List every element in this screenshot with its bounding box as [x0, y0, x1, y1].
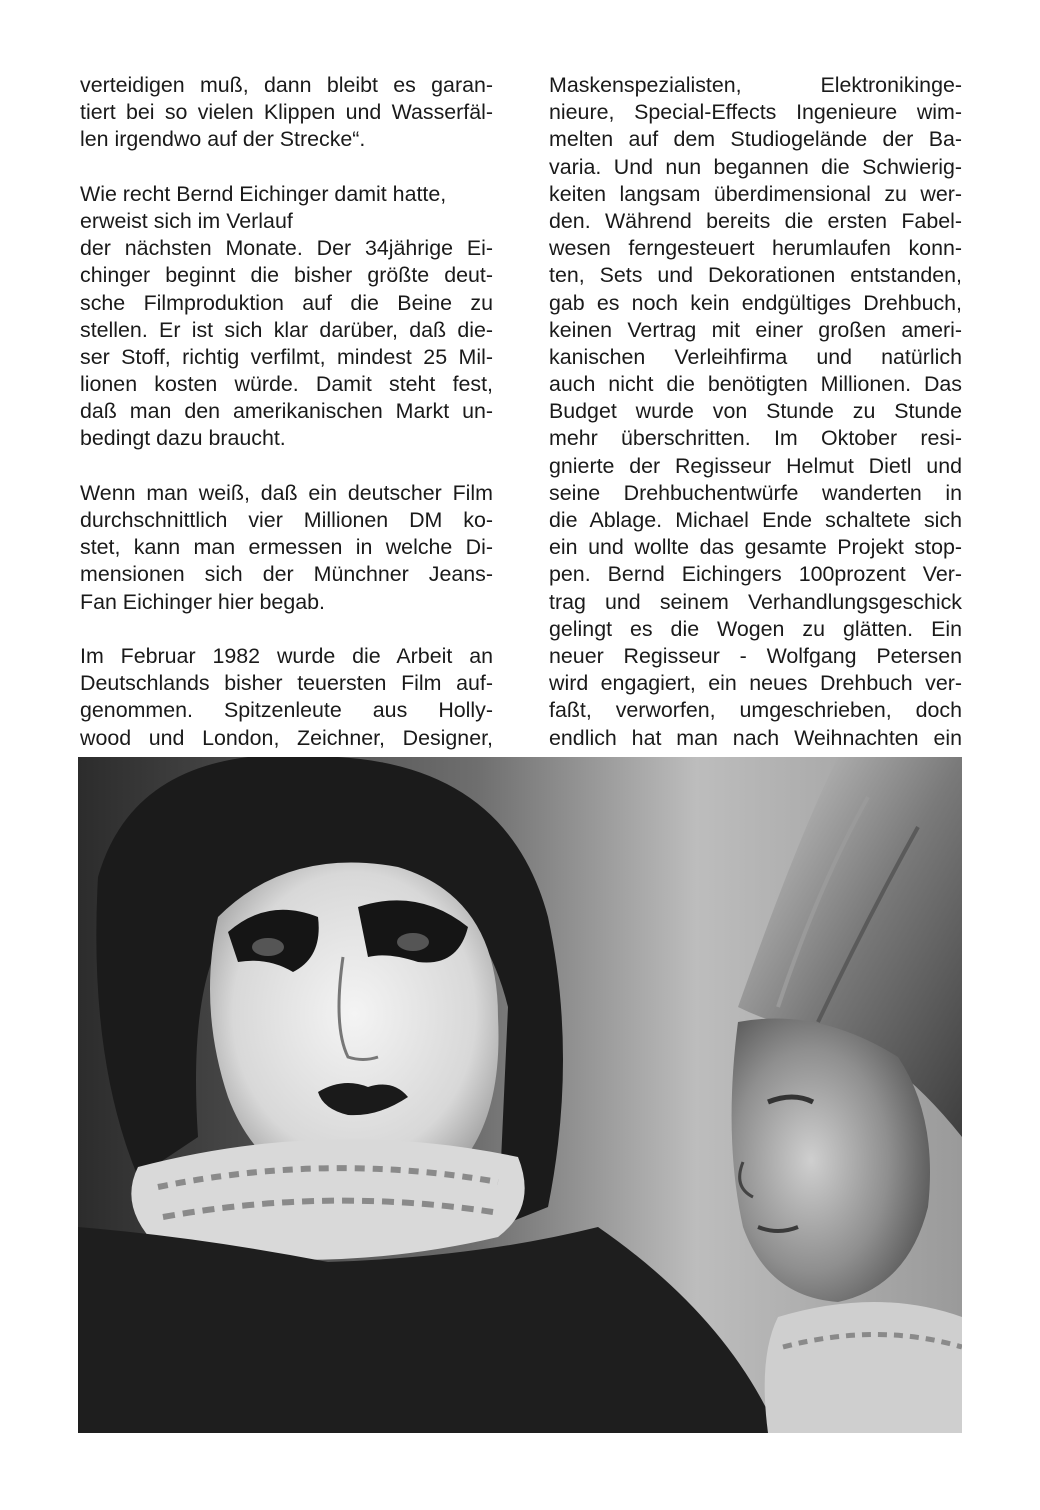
text-line: faßt, verworfen, umgeschrieben, doch: [549, 698, 962, 723]
text-line: den. Während bereits die ersten Fabel-: [549, 208, 962, 233]
text-line: erweist sich im Verlauf: [80, 208, 293, 233]
paragraph-gap: [80, 154, 493, 181]
text-line: mensionen sich der Münchner Jeans-: [80, 562, 493, 587]
text-line: verteidigen muß, dann bleibt es garan-: [80, 73, 493, 97]
text-line: sche Filmproduktion auf die Beine zu: [80, 290, 493, 315]
text-line: gelingt es die Wogen zu glätten. Ein: [549, 616, 962, 641]
text-line: pen. Bernd Eichingers 100prozent Ver-: [549, 562, 962, 587]
text-line: len irgendwo auf der Strecke“.: [80, 127, 366, 152]
photo-illustration: [78, 757, 962, 1433]
text-line: lionen kosten würde. Damit steht fest,: [80, 372, 493, 397]
text-line: bedingt dazu braucht.: [80, 426, 286, 451]
text-line: Deutschlands bisher teuersten Film auf-: [80, 671, 493, 696]
text-line: wird engagiert, ein neues Drehbuch ver-: [549, 671, 962, 696]
text-line: der nächsten Monate. Der 34jährige Ei-: [80, 236, 493, 261]
text-line: stet, kann man ermessen in welche Di-: [80, 535, 493, 560]
text-line: nieure, Special-Effects Ingenieure wim-: [549, 100, 962, 125]
text-line: die Ablage. Michael Ende schaltete sich: [549, 508, 962, 532]
text-line: Im Februar 1982 wurde die Arbeit an: [80, 643, 493, 668]
text-line: stellen. Er ist sich klar darüber, daß die-: [80, 317, 493, 342]
text-line: mehr überschritten. Im Oktober resi-: [549, 426, 962, 451]
text-line: daß man den amerikanischen Markt un-: [80, 399, 493, 424]
text-line: keiten langsam überdimensional zu wer-: [549, 181, 962, 206]
text-line: kanischen Verleihfirma und natürlich: [549, 344, 962, 369]
text-line: varia. Und nun begannen die Schwierig-: [549, 154, 962, 179]
text-line: keinen Vertrag mit einer großen ameri-: [549, 317, 962, 342]
text-line: auch nicht die benötigten Millionen. Das: [549, 372, 962, 397]
text-column-right: [549, 72, 962, 752]
text-line: ein und wollte das gesamte Projekt stop-: [549, 535, 962, 560]
text-line: gnierte der Regisseur Helmut Dietl und: [549, 453, 962, 478]
text-line: seine Drehbuchentwürfe wanderten in: [549, 480, 962, 505]
text-column-left: [80, 72, 493, 752]
text-line: endlich hat man nach Weihnachten ein: [549, 725, 962, 750]
paragraph-gap: [80, 453, 493, 480]
text-line: durchschnittlich vier Millionen DM ko-: [80, 508, 493, 532]
paragraph-gap: [80, 616, 493, 643]
text-line: gab es noch kein endgültiges Drehbuch,: [549, 290, 962, 315]
text-line: wesen ferngesteuert herumlaufen konn-: [549, 236, 962, 261]
text-line: Wenn man weiß, daß ein deutscher Film: [80, 480, 493, 505]
text-line: tiert bei so vielen Klippen und Wasserfäl-: [80, 100, 493, 125]
text-line: Fan Eichinger hier begab.: [80, 589, 325, 614]
text-line: neuer Regisseur - Wolfgang Petersen: [549, 643, 962, 668]
film-still-photo: [78, 757, 962, 1433]
text-line: Budget wurde von Stunde zu Stunde: [549, 399, 962, 424]
text-line: Wie recht Bernd Eichinger damit hatte,: [80, 181, 447, 206]
text-line: Maskenspezialisten, Elektronikinge-: [549, 73, 962, 97]
text-line: chinger beginnt die bisher größte deut-: [80, 263, 493, 288]
text-line: trag und seinem Verhandlungsgeschick: [549, 589, 962, 614]
text-line: ten, Sets und Dekorationen entstanden,: [549, 263, 962, 288]
text-line: genommen. Spitzenleute aus Holly-: [80, 698, 493, 723]
text-line: wood und London, Zeichner, Designer,: [80, 725, 493, 750]
text-line: ser Stoff, richtig verfilmt, mindest 25 Mil-: [80, 344, 493, 369]
text-line: melten auf dem Studiogelände der Ba-: [549, 127, 962, 152]
